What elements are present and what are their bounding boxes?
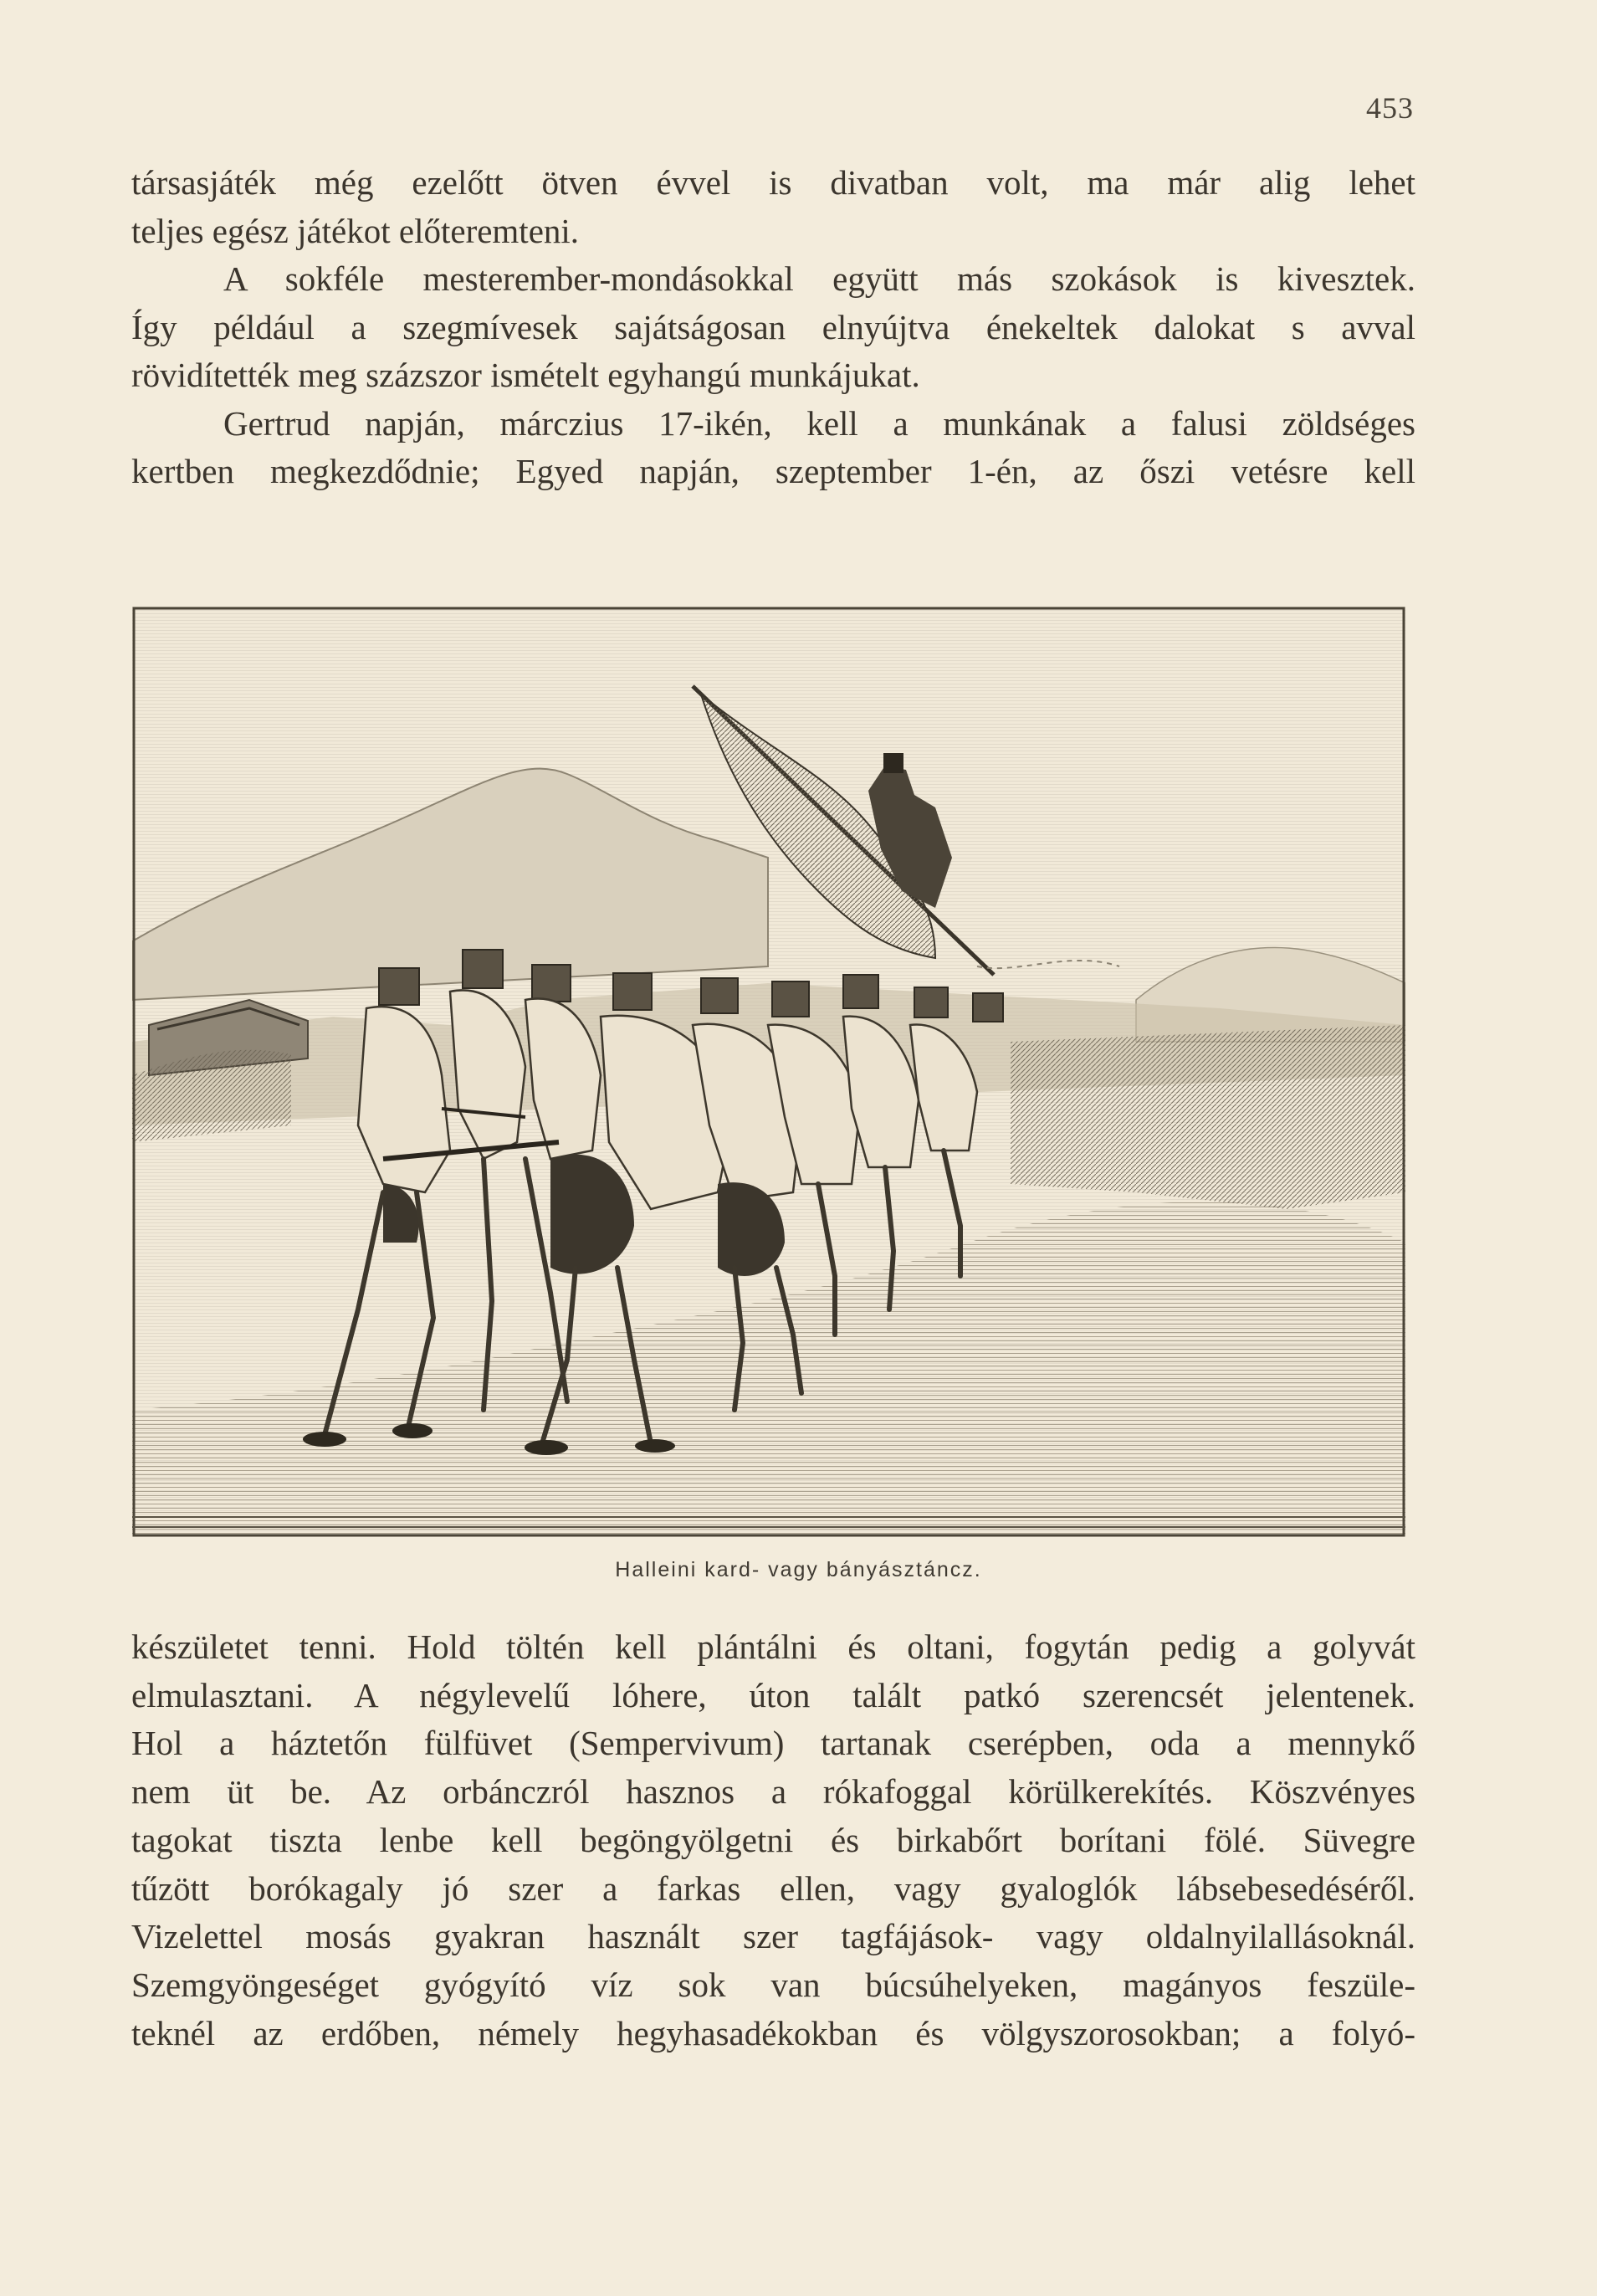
top-paragraphs <box>131 159 1415 496</box>
bottom-paragraph <box>131 1623 1415 2058</box>
text-line: A sokféle mesterember-mondásokkal együtt más szokások is kivesztek. <box>223 259 1415 298</box>
text-line: Vizelettel mosás gyakran használt szer tagfájások- vagy oldalnyilallásoknál. <box>131 1917 1415 1956</box>
figure-caption: Halleini kard- vagy bányásztáncz. <box>615 1558 982 1581</box>
text-line: teknél az erdőben, némely hegyhasadékokban és völgyszorosokban; a folyó- <box>131 2013 1415 2053</box>
text-line: Hol a háztetőn fülfüvet (Sempervivum) tartanak cserépben, oda a mennykő <box>131 1724 1415 1763</box>
engraving-image <box>132 607 1405 1537</box>
text-line: kertben megkezdődnie; Egyed napján, szeptember 1-én, az őszi vetésre kell <box>131 452 1415 490</box>
page-number: 453 <box>1366 91 1414 125</box>
engraving-illustration <box>132 607 1405 1537</box>
text-line: teljes egész játékot előteremteni. <box>131 211 580 250</box>
text-line: társasjáték még ezelőtt ötven évvel is divatban volt, ma már alig lehet <box>131 163 1415 202</box>
text-line: Gertrud napján, márczius 17-ikén, kell a munkának a falusi zöldséges <box>223 403 1415 443</box>
text-line: készületet tenni. Hold töltén kell plántálni és oltani, fogytán pedig a golyvát <box>131 1627 1415 1666</box>
text-line: elmulasztani. A négylevelű lóhere, úton talált patkó szerencsét jelentenek. <box>131 1675 1415 1714</box>
text-line: nem üt be. Az orbánczról hasznos a rókafoggal körülkerekítés. Köszvényes <box>131 1772 1415 1812</box>
text-line: Szemgyöngeséget gyógyító víz sok van búcsúhelyeken, magányos feszüle- <box>131 1965 1415 2004</box>
text-line: tűzött borókagaly jó szer a farkas ellen, vagy gyaloglók lábsebesedéséről. <box>131 1868 1415 1908</box>
text-line: Így például a szegmívesek sajátságosan elnyújtva énekeltek dalokat s avval <box>131 307 1415 346</box>
text-line: rövidítették meg százszor ismételt egyhangú munkájukat. <box>131 356 920 394</box>
text-line: tagokat tiszta lenbe kell begöngyölgetni és birkabőrt borítani fölé. Süvegre <box>131 1820 1415 1859</box>
